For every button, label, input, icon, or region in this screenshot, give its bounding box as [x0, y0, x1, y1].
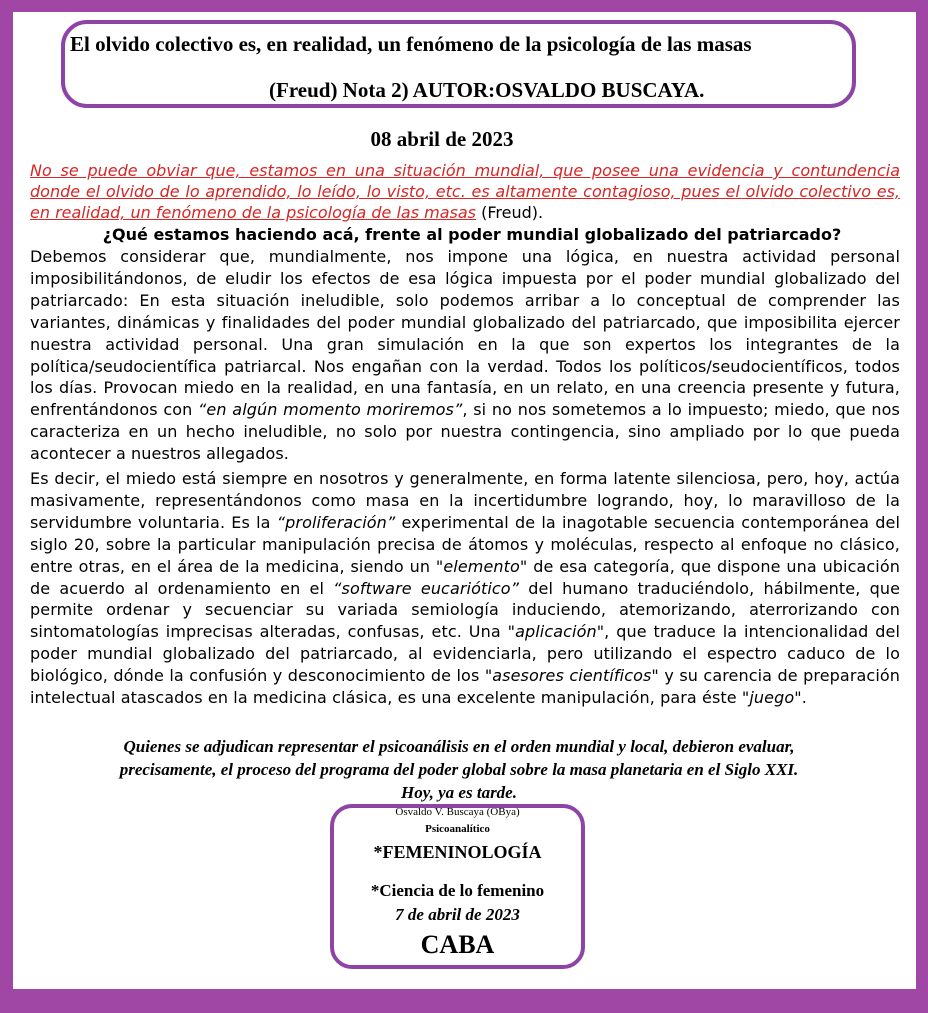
para1-quote: “en algún momento moriremos”	[198, 400, 463, 420]
signature-name: Osvaldo V. Buscaya (OBya)	[395, 806, 520, 818]
document-page	[13, 12, 916, 989]
para2-text-2: experimental de la inagotable secuencia contemporánea del siglo 20, sobre la particular manipulación precisa de átomos y moléculas, respecto al enfoque no clásico, entre otras, en el área de la medicina, siendo un	[30, 512, 900, 576]
signature-ciencia: *Ciencia de lo femenino	[370, 881, 545, 900]
para2-text-7: .	[801, 688, 807, 708]
para2-italic-5: "asesores científicos"	[484, 666, 659, 686]
title-line-2: (Freud) Nota 2) AUTOR:OSVALDO BUSCAYA.	[269, 78, 705, 102]
para2-text-4: del humano traduciéndolo, hábilmente, que permite ordenar y secuenciar su variada semiología induciendo, atemorizando, aterrorizando con sintomatologías imprecisas alteradas, confusas, etc. Una	[30, 578, 901, 642]
question-heading: ¿Qué estamos haciendo acá, frente al poder mundial globalizado del patriarcado?	[102, 225, 842, 244]
closing-line-2: precisamente, el proceso del programa del poder global sobre la masa planetaria en el Siglo XXI.	[119, 760, 799, 779]
intro-red-text: No se puede obviar que, estamos en una situación mundial, que posee una evidencia y contundencia donde el olvido de lo aprendido, lo leído, lo visto, etc. es altamente contagioso, pues el olvido colectivo es, en realidad, un fenómeno de la psicología de las masas	[30, 161, 900, 222]
para2-italic-2: "elemento"	[435, 556, 528, 576]
paragraph-1	[30, 246, 900, 465]
para2-italic-6: "juego"	[741, 688, 802, 708]
para2-italic-3: “software eucariótico”	[333, 578, 520, 598]
closing-block	[13, 735, 905, 804]
para1-text-a: Debemos considerar que, mundialmente, nos impone una lógica, en nuestra actividad personal imposibilitándonos, de eludir los efectos de esa lógica impuesta por el poder mundial globalizado del patriarcado: En esta situación ineludible, solo podemos arribar a lo conceptual de comprender las variantes, dinámicas y finalidades del poder mundial globalizado del patriarcado, que imposibilita ejercer nuestra actividad personal. Una gran simulación en la que son expertos los integrantes de la política/seudocientífica patriarcal. Nos engañan con la verdad. Todos los políticos/seudocientíficos, todos los días. Provocan miedo en la realidad, en una fantasía, en un relato, en una creencia presente y futura, enfrentándonos con	[30, 247, 900, 420]
signature-role: Psicoanalítico	[425, 823, 490, 835]
signature-date: 7 de abril de 2023	[395, 905, 520, 924]
para2-italic-1: “proliferación”	[276, 512, 396, 532]
para2-italic-4: "aplicación"	[507, 622, 605, 642]
para2-text-1: Es decir, el miedo está siempre en nosotros y generalmente, en forma latente silenciosa, pero, hoy, actúa masivamente, representándonos como masa en la incertidumbre logrando, hoy, lo maravilloso de la servidumbre voluntaria. Es la	[30, 469, 900, 532]
paragraph-2	[30, 468, 900, 709]
intro-tail: (Freud).	[476, 203, 544, 222]
closing-line-1: Quienes se adjudican representar el psicoanálisis en el orden mundial y local, debieron evaluar,	[123, 737, 795, 756]
para2-text-3: de esa categoría, que dispone una ubicación de acuerdo al ordenamiento en el	[30, 556, 900, 598]
intro-paragraph	[30, 160, 900, 223]
para2-text-5: , que traduce la intencionalidad del poder mundial globalizado del patriarcado, al evidenciarla, pero utilizando el espectro caduco de lo biológico, dónde la confusión y desconocimiento de los	[30, 622, 900, 686]
publication-date: 08 abril de 2023	[370, 127, 514, 151]
signature-femeninologia: *FEMENINOLOGÍA	[373, 842, 542, 862]
para2-text-6: y su carencia de preparación intelectual atascados en la medicina clásica, es una excelente manipulación, para éste	[30, 666, 900, 708]
para1-text-b: , si no nos sometemos a lo impuesto; miedo, que nos caracteriza en un hecho ineludible, no solo por nuestra contingencia, sino ampliado por lo que pueda acontecer a nuestros allegados.	[30, 400, 900, 464]
signature-city: CABA	[420, 930, 495, 959]
closing-line-3: Hoy, ya es tarde.	[401, 783, 517, 802]
title-line-1: El olvido colectivo es, en realidad, un fenómeno de la psicología de las masas	[70, 32, 752, 56]
